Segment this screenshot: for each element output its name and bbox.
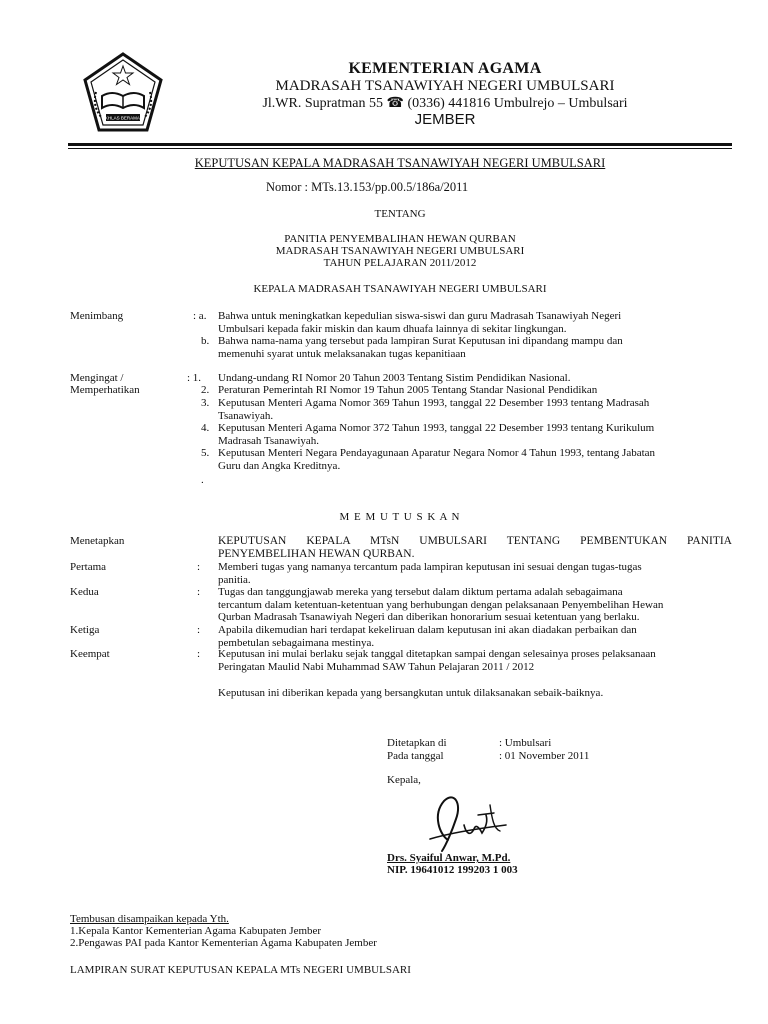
menimbang-item-b-line-2: memenuhi syarat untuk melaksanakan tugas kepanitiaan [218,347,466,360]
subject-line-2: MADRASAH TSANAWIYAH NEGERI UMBULSARI [275,245,525,257]
decision-kedua-line-1: Tugas dan tanggungjawab mereka yang tersebut dalam diktum pertama adalah sebagaimana [218,586,623,598]
decision-label-pertama: Pertama [70,561,107,573]
decision-ketiga-line-2: pembetulan sebagaimana mestinya. [218,636,375,649]
document-number: Nomor : MTs.13.153/pp.00.5/186a/2011 [266,180,469,194]
subject-line-3: TAHUN PELAJARAN 2011/2012 [323,257,477,269]
mengingat-marker-3: 3. [201,397,210,409]
decision-label-keempat: Keempat [70,648,110,660]
telephone-icon: ☎ [386,96,404,111]
mengingat-item-4 [218,422,732,447]
mengingat-item-1-line-1: Undang-undang RI Nomor 20 Tahun 2003 Tentang Sistim Pendidikan Nasional. [218,372,571,384]
signer-name: Drs. Syaiful Anwar, M.Pd. [387,852,511,864]
mengingat-item-2-line-1: Peraturan Pemerintah RI Nomor 19 Tahun 2005 Tentang Standar Nasional Pendidikan [218,384,598,396]
cc-item-2: 2.Pengawas PAI pada Kantor Kementerian Agama Kabupaten Jember [70,937,377,949]
mengingat-marker-2: 2. [201,384,210,396]
decision-colon-ketiga: : [197,624,201,636]
menimbang-item-a [218,310,732,335]
menimbang-label: Menimbang [70,310,124,322]
menimbang-item-b-line-1: Bahwa nama-nama yang tersebut pada lampiran Surat Keputusan ini dipandang mampu dan [218,335,623,347]
mengingat-item-3-line-1: Keputusan Menteri Agama Nomor 369 Tahun 1993, tanggal 22 Desember 1993 tentang Madrasah [218,397,650,409]
city-name: JEMBER [414,111,476,128]
document-title: KEPUTUSAN KEPALA MADRASAH TSANAWIYAH NEGERI UMBULSARI [194,156,606,170]
address-street: Jl.WR. Supratman 55 [262,96,383,111]
mengingat-item-2 [218,384,732,397]
mengingat-item-4-line-2: Madrasah Tsanawiyah. [218,434,320,447]
decision-text-keempat [218,648,732,673]
tentang-label: TENTANG [374,208,426,220]
decision-kedua-line-2: tercantum dalam ketentuan-ketentuan yang berhubungan dengan pelaksanaan Penyembelihan Hewan [218,598,664,611]
mengingat-marker-1: : 1. [187,372,202,384]
ministry-logo [82,52,164,134]
place-label: Ditetapkan di [387,737,447,749]
signer-role: Kepala, [387,774,421,786]
cc-item-1: 1.Kepala Kantor Kementerian Agama Kabupaten Jember [70,925,322,937]
date-value: : 01 November 2011 [499,750,590,762]
mengingat-item-5 [218,447,732,472]
mengingat-trailing-dot: . [201,474,204,486]
mengingat-item-5-line-2: Guru dan Angka Kreditnya. [218,459,341,472]
decision-ketiga-line-1: Apabila dikemudian hari terdapat kekeliruan dalam keputusan ini akan diadakan perbaikan dan [218,624,637,636]
memutuskan-heading: M E M U T U S K A N [339,511,461,523]
mengingat-item-5-line-1: Keputusan Menteri Negara Pendayagunaan Aparatur Negara Nomor 4 Tahun 1993, tentang Jabatan [218,447,656,459]
decision-label-ketiga: Ketiga [70,624,100,636]
mengingat-marker-5: 5. [201,447,210,459]
subject-line-1: PANITIA PENYEMBALIHAN HEWAN QURBAN [284,233,516,245]
attachment-heading: LAMPIRAN SURAT KEPUTUSAN KEPALA MTs NEGERI UMBULSARI [70,964,411,976]
decision-text-ketiga [218,624,732,649]
decision-colon-keempat: : [197,648,201,660]
decision-keempat-line-2: Peringatan Maulid Nabi Muhammad SAW Tahun Pelajaran 2011 / 2012 [218,660,535,673]
school-name: MADRASAH TSANAWIYAH NEGERI UMBULSARI [275,78,615,94]
decision-keempat-line-1: Keputusan ini mulai berlaku sejak tanggal ditetapkan sampai dengan selesainya proses pelaksanaan [218,648,656,660]
decision-colon-kedua: : [197,586,201,598]
decision-kedua-line-3: Qurban Madrasah Tsanawiyah Negeri dan diberikan honorarium sesuai ketentuan yang berlaku. [218,611,640,623]
decision-label-kedua: Kedua [70,586,99,598]
issuer-line: KEPALA MADRASAH TSANAWIYAH NEGERI UMBULSARI [253,283,547,295]
cc-heading: Tembusan disampaikan kepada Yth. [70,913,229,925]
decision-menetapkan-line-1: KEPUTUSAN KEPALA MTsN UMBULSARI TENTANG PEMBENTUKAN PANITIA [218,535,732,547]
school-address [180,95,710,112]
letterhead-divider-thick [68,143,732,146]
mengingat-item-3-line-2: Tsanawiyah. [218,409,274,422]
mengingat-marker-4: 4. [201,422,210,434]
decision-pertama-line-2: panitia. [218,573,251,586]
decision-menetapkan-line-2: PENYEMBELIHAN HEWAN QURBAN. [218,547,415,560]
address-phone: (0336) 441816 Umbulrejo – Umbulsari [407,96,628,111]
mengingat-item-3 [218,397,732,422]
place-value: : Umbulsari [499,737,552,749]
decision-pertama-line-1: Memberi tugas yang namanya tercantum pada lampiran keputusan ini sesuai dengan tugas-tugas [218,561,642,573]
decision-text-menetapkan [218,535,732,560]
ministry-name: KEMENTERIAN AGAMA [348,60,542,77]
decision-text-kedua [218,586,732,624]
menimbang-marker-b: b. [201,335,210,347]
mengingat-item-4-line-1: Keputusan Menteri Agama Nomor 372 Tahun 1993, tanggal 22 Desember 1993 tentang Kurikulum [218,422,655,434]
logo-motto: IKHLAS BERAMAL [103,115,143,121]
closing-note: Keputusan ini diberikan kepada yang bersangkutan untuk dilaksanakan sebaik-baiknya. [218,687,604,699]
decision-colon-pertama: : [197,561,201,573]
mengingat-item-1 [218,372,732,385]
date-label: Pada tanggal [387,750,444,762]
memperhatikan-label: Memperhatikan [70,384,140,396]
menimbang-marker-a: : a. [193,310,207,322]
decision-label-menetapkan: Menetapkan [70,535,125,547]
menimbang-item-a-line-1: Bahwa untuk meningkatkan kepedulian siswa-siswi dan guru Madrasah Tsanawiyah Negeri [218,310,622,322]
handwritten-signature [420,785,510,855]
menimbang-item-b [218,335,732,360]
menimbang-item-a-line-2: Umbulsari kepada fakir miskin dan kaum dhuafa lainnya di sekitar lingkungan. [218,322,567,335]
decision-text-pertama [218,561,732,586]
mengingat-label: Mengingat / [70,372,124,384]
letterhead-divider-thin [68,148,732,149]
signer-nip: NIP. 19641012 199203 1 003 [387,864,518,876]
